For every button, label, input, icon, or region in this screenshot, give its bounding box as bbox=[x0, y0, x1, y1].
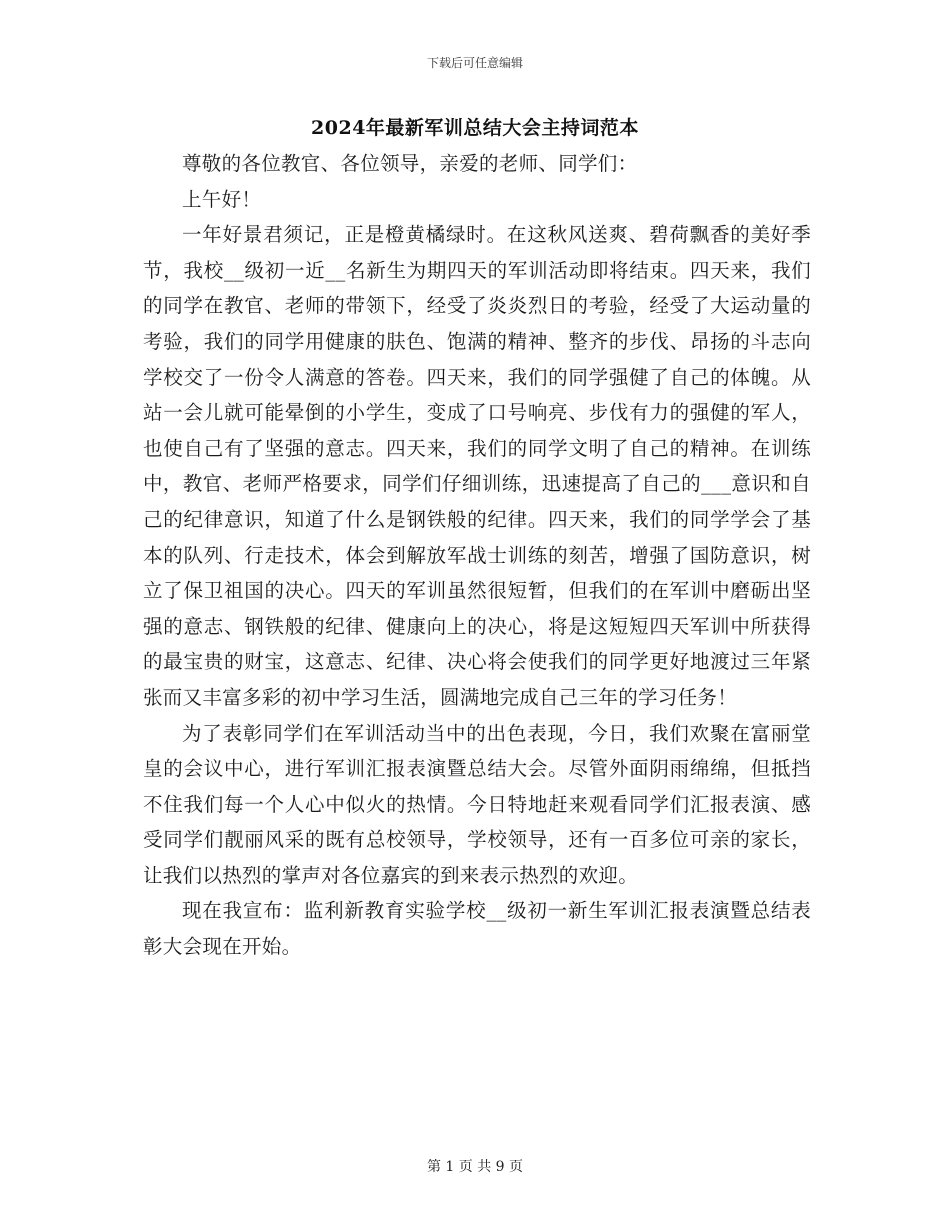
document-body bbox=[143, 146, 811, 965]
page-header-note: 下载后可任意编辑 bbox=[426, 56, 523, 70]
page-number: 第 1 页 共 9 页 bbox=[426, 1159, 524, 1175]
document-title: 2024年最新军训总结大会主持词范本 bbox=[311, 117, 639, 139]
paragraph-training-review: 一年好景君须记，正是橙黄橘绿时。在这秋风送爽、碧荷飘香的美好季节，我校__级初一近__名新生为期四天的军训活动即将结束。四天来，我们的同学在教官、老师的带领下，经受了炎炎烈日的考验，经受了大运动量的考验，我们的同学用健康的肤色、饱满的精神、整齐的步伐、昂扬的斗志向学校交了一份令人满意的答卷。四天来，我们的同学强健了自己的体魄。从站一会儿就可能晕倒的小学生，变成了口号响亮、步伐有力的强健的军人，也使自己有了坚强的意志。四天来，我们的同学文明了自己的精神。在训练中，教官、老师严格要求，同学们仔细训练，迅速提高了自己的___意识和自己的纪律意识，知道了什么是钢铁般的纪律。四天来，我们的同学学会了基本的队列、行走技术，体会到解放军战士训练的刻苦，增强了国防意识，树立了保卫祖国的决心。四天的军训虽然很短暂，但我们的在军训中磨砺出坚强的意志、钢铁般的纪律、健康向上的决心，将是这短短四天军训中所获得的最宝贵的财宝，这意志、纪律、决心将会使我们的同学更好地渡过三年紧张而又丰富多彩的初中学习生活，圆满地完成自己三年的学习任务！ bbox=[143, 223, 811, 709]
paragraph-announcement: 现在我宣布：监利新教育实验学校__级初一新生军训汇报表演暨总结表彰大会现在开始。 bbox=[143, 899, 811, 959]
paragraph-greeting: 上午好！ bbox=[182, 187, 262, 211]
paragraph-salutation: 尊敬的各位教官、各位领导，亲爱的老师、同学们： bbox=[182, 152, 638, 175]
paragraph-welcome: 为了表彰同学们在军训活动当中的出色表现，今日，我们欢聚在富丽堂皇的会议中心，进行军训汇报表演暨总结大会。尽管外面阴雨绵绵，但抵挡不住我们每一个人心中似火的热情。今日特地赶来观看同学们汇报表演、感受同学们靓丽风采的既有总校领导，学校领导，还有一百多位可亲的家长，让我们以热烈的掌声对各位嘉宾的到来表示热烈的欢迎。 bbox=[143, 721, 811, 887]
